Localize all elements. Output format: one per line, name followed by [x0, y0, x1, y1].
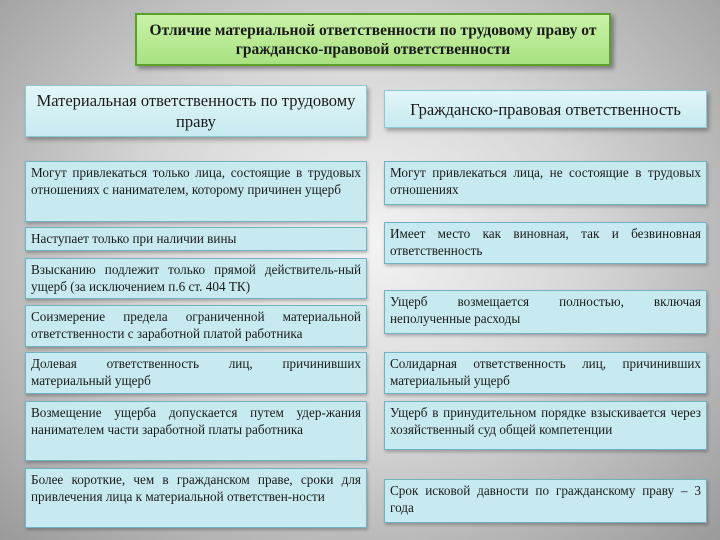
right-column-header: Гражданско-правовая ответственность	[384, 90, 707, 128]
right-item-fault-and-no-fault: Имеет место как виновная, так и безвиновная ответственность	[384, 222, 707, 264]
left-item-shared-liability-scope: Могут привлекаться только лица, состоящие в трудовых отношениях с нанимателем, которому причинен ущерб	[25, 161, 367, 222]
right-item-non-employees: Могут привлекаться лица, не состоящие в трудовых отношениях	[384, 161, 707, 205]
right-item-limitation-period: Срок исковой давности по гражданскому праву – 3 года	[384, 479, 707, 523]
right-item-full-compensation: Ущерб возмещается полностью, включая неполученные расходы	[384, 290, 707, 334]
left-column-header: Материальная ответственность по трудовому праву	[25, 85, 367, 137]
left-item-shorter-terms: Более короткие, чем в гражданском праве, сроки для привлечения лица к материальной ответствен-ности	[25, 468, 367, 528]
right-item-joint-liability: Солидарная ответственность лиц, причинивших материальный ущерб	[384, 352, 707, 394]
page-title: Отличие материальной ответственности по трудовому праву от гражданско-правовой ответственности	[135, 13, 611, 66]
left-item-shared-liability: Долевая ответственность лиц, причинивших материальный ущерб	[25, 352, 367, 394]
left-item-direct-damage: Взысканию подлежит только прямой действитель-ный ущерб (за исключением п.6 ст. 404 ТК)	[25, 258, 367, 299]
left-item-fault-required: Наступает только при наличии вины	[25, 227, 367, 251]
left-item-salary-deduction: Возмещение ущерба допускается путем удер-жания нанимателем части заработной платы работника	[25, 401, 367, 461]
right-item-court-collection: Ущерб в принудительном порядке взыскивается через хозяйственный суд общей компетенции	[384, 401, 707, 450]
left-item-salary-limit: Соизмерение предела ограниченной материальной ответственности с заработной платой работника	[25, 305, 367, 347]
